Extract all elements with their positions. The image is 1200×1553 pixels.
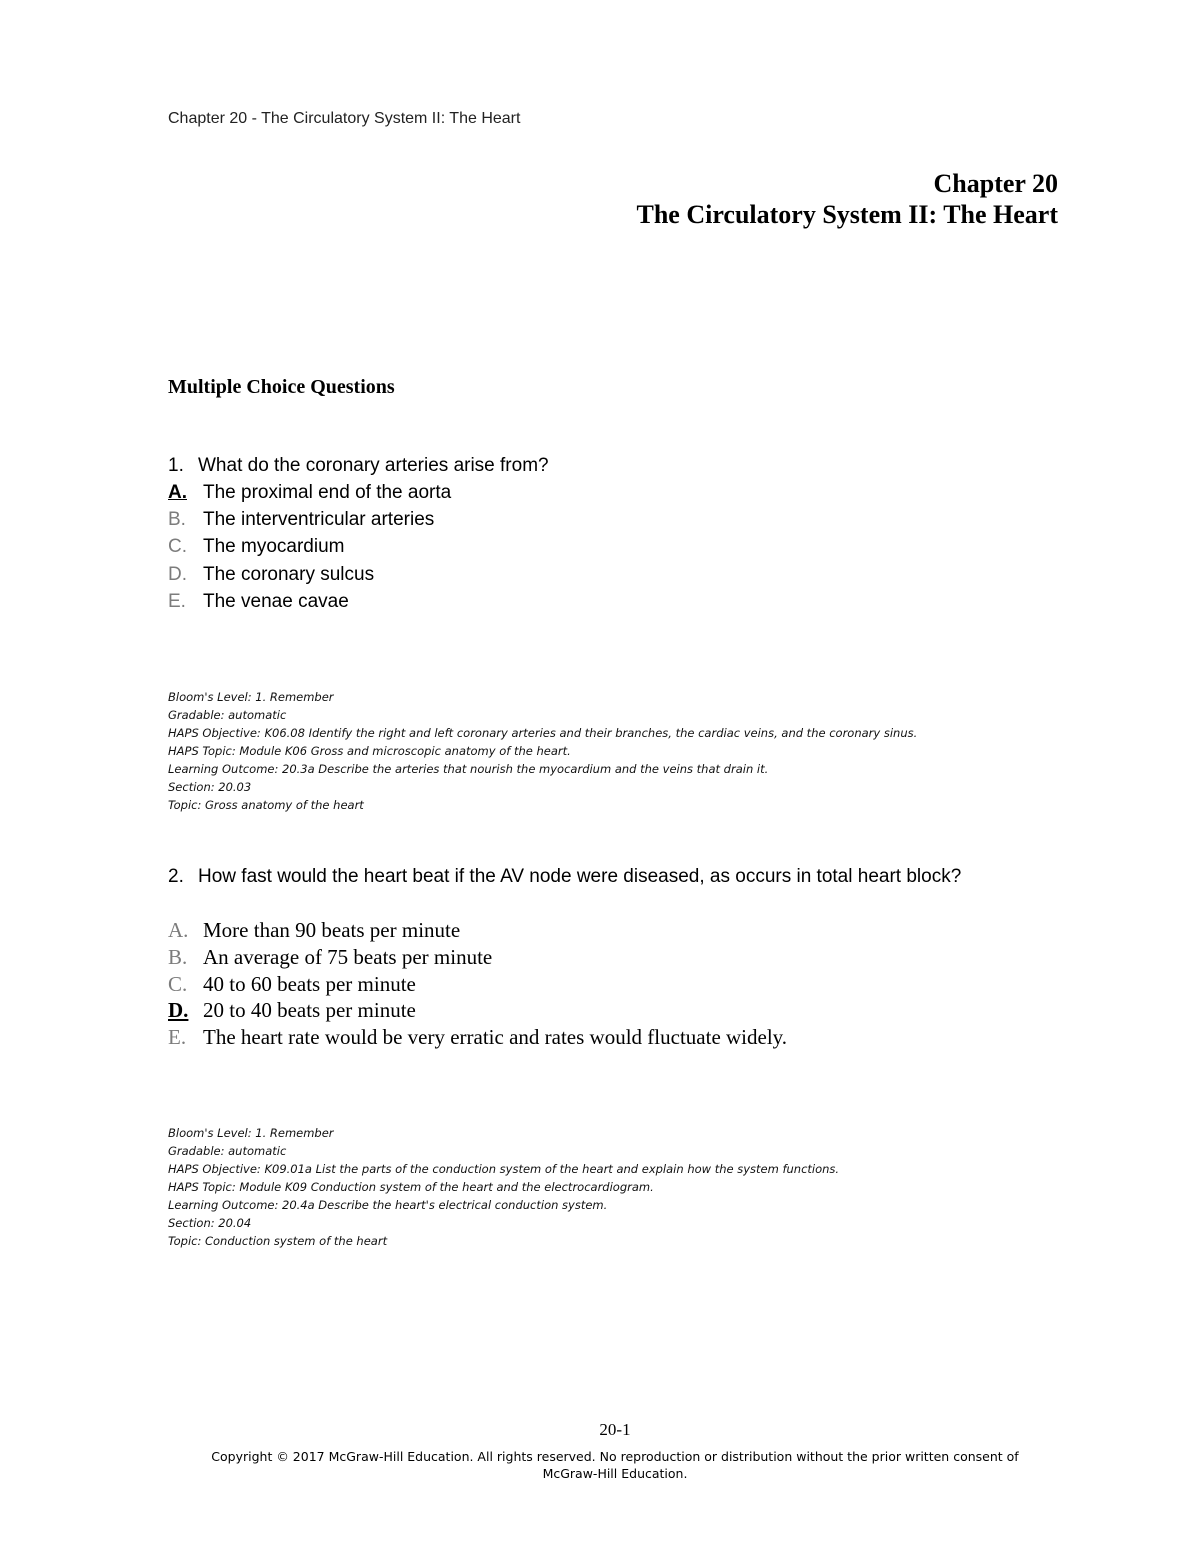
- question-2: [168, 866, 961, 888]
- option-text: The myocardium: [203, 536, 345, 558]
- option-letter: B.: [168, 944, 188, 969]
- chapter-name: The Circulatory System II: The Heart: [636, 200, 1058, 229]
- copyright-line-2: McGraw-Hill Education.: [542, 1466, 688, 1481]
- option-b: [168, 945, 787, 972]
- running-header: Chapter 20 - The Circulatory System II: The Heart: [168, 110, 521, 127]
- option-letter: A.: [168, 918, 189, 942]
- option-text: The proximal end of the aorta: [203, 482, 452, 503]
- chapter-number: Chapter 20: [933, 169, 1058, 198]
- option-text: 40 to 60 beats per minute: [203, 971, 416, 996]
- question-1-options: [168, 482, 451, 618]
- option-text: The venae cavae: [203, 590, 349, 612]
- option-text: More than 90 beats per minute: [203, 918, 461, 942]
- meta-section: Section: 20.03: [168, 780, 252, 794]
- option-letter: D.: [168, 998, 189, 1023]
- question-1: [168, 455, 549, 477]
- meta-topic: Topic: Gross anatomy of the heart: [168, 798, 364, 812]
- meta-section: Section: 20.04: [168, 1216, 252, 1230]
- meta-haps-objective: HAPS Objective: K09.01a List the parts of the conduction system of the heart and explain how the system functions.: [168, 1162, 840, 1176]
- meta-haps-topic: HAPS Topic: Module K09 Conduction system of the heart and the electrocardiogram.: [168, 1180, 654, 1194]
- meta-gradable: Gradable: automatic: [168, 1144, 287, 1158]
- copyright-line-1: Copyright © 2017 McGraw-Hill Education. All rights reserved. No reproduction or distribution without the prior written consent of: [211, 1449, 1019, 1464]
- option-c: [168, 536, 451, 563]
- option-d: [168, 998, 787, 1025]
- question-number: 2.: [168, 866, 184, 887]
- question-2-options: [168, 918, 787, 1052]
- chapter-title: [637, 168, 1059, 230]
- meta-haps-objective: HAPS Objective: K06.08 Identify the right and left coronary arteries and their branches, the cardiac veins, and the coronary sinus.: [168, 726, 918, 740]
- section-heading: Multiple Choice Questions: [168, 376, 395, 398]
- option-text: The coronary sulcus: [203, 563, 375, 585]
- option-text: The heart rate would be very erratic and rates would fluctuate widely.: [203, 1025, 788, 1050]
- meta-haps-topic: HAPS Topic: Module K06 Gross and microscopic anatomy of the heart.: [168, 744, 571, 758]
- meta-learning-outcome: Learning Outcome: 20.3a Describe the arteries that nourish the myocardium and the veins that drain it.: [168, 762, 769, 776]
- option-text: An average of 75 beats per minute: [203, 944, 493, 969]
- option-c: [168, 972, 787, 999]
- meta-learning-outcome: Learning Outcome: 20.4a Describe the heart's electrical conduction system.: [168, 1198, 608, 1212]
- option-letter: A.: [168, 482, 187, 503]
- option-text: 20 to 40 beats per minute: [203, 998, 416, 1023]
- page-number: 20-1: [599, 1420, 631, 1439]
- option-e: [168, 591, 451, 618]
- question-1-metadata: [168, 688, 917, 814]
- option-letter: B.: [168, 509, 186, 531]
- option-d: [168, 564, 451, 591]
- meta-blooms-level: Bloom's Level: 1. Remember: [168, 1126, 334, 1140]
- option-letter: C.: [168, 971, 188, 996]
- question-number: 1.: [168, 455, 184, 476]
- copyright-notice: [190, 1448, 1040, 1482]
- option-b: [168, 509, 451, 536]
- question-2-metadata: [168, 1124, 839, 1250]
- meta-blooms-level: Bloom's Level: 1. Remember: [168, 690, 334, 704]
- option-text: The interventricular arteries: [203, 509, 435, 531]
- meta-topic: Topic: Conduction system of the heart: [168, 1234, 388, 1248]
- question-text: What do the coronary arteries arise from?: [198, 455, 549, 476]
- option-letter: D.: [168, 563, 187, 585]
- option-a: [168, 918, 787, 945]
- question-text: How fast would the heart beat if the AV node were diseased, as occurs in total heart block?: [198, 866, 962, 887]
- option-letter: E.: [168, 590, 186, 612]
- option-e: [168, 1025, 787, 1052]
- meta-gradable: Gradable: automatic: [168, 708, 287, 722]
- option-letter: E.: [168, 1025, 187, 1050]
- option-a: [168, 482, 451, 509]
- option-letter: C.: [168, 536, 187, 558]
